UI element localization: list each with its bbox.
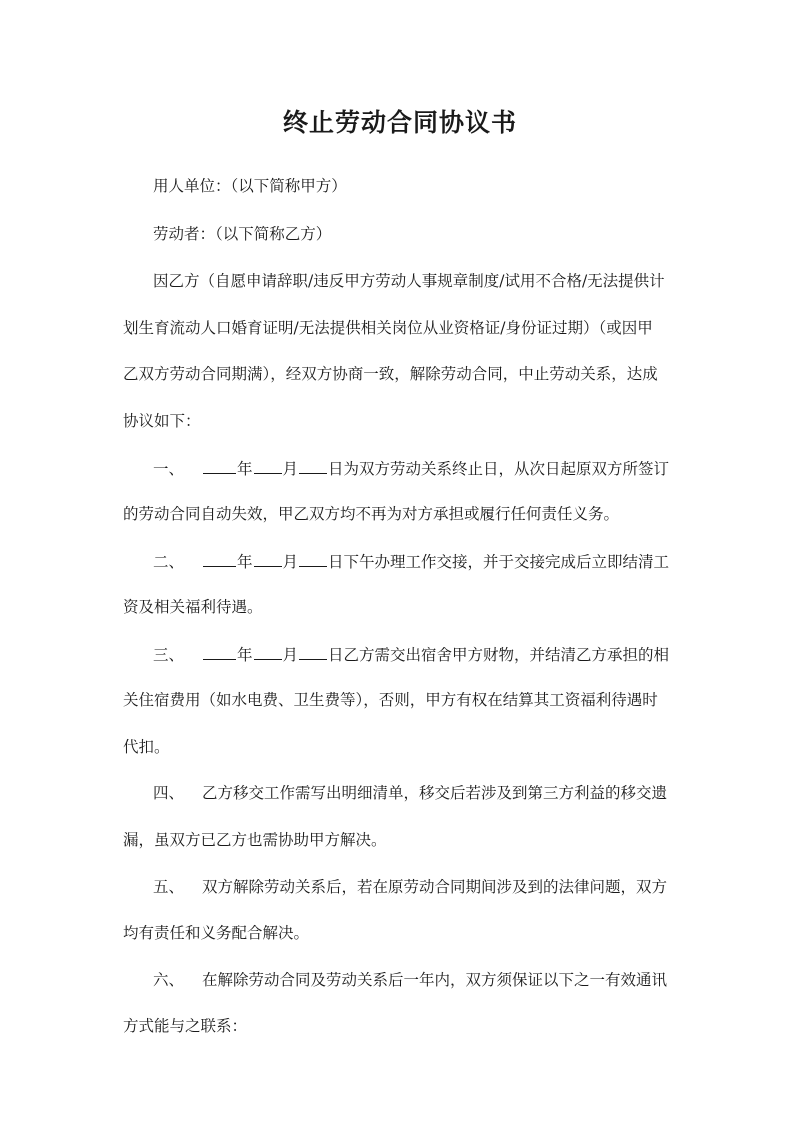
day-blank[interactable] bbox=[299, 642, 327, 660]
intro-line-4: 协议如下： bbox=[123, 412, 201, 430]
clause-1-line-2: 的劳动合同自动失效，甲乙双方均不再为对方承担或履行任何责任义务。 bbox=[123, 505, 620, 523]
clause-4-line-2: 漏，虽双方已乙方也需协助甲方解决。 bbox=[123, 831, 387, 849]
clause-3-number: 三、 bbox=[153, 646, 185, 664]
clause-3-line-1 bbox=[153, 642, 669, 667]
clause-2-line-1 bbox=[153, 549, 669, 574]
clause-4-number: 四、 bbox=[153, 784, 185, 802]
intro-line-1: 因乙方（自愿申请辞职/违反甲方劳动人事规章制度/试用不合格/无法提供计 bbox=[153, 272, 665, 290]
month-label: 月 bbox=[282, 553, 299, 571]
year-blank[interactable] bbox=[203, 456, 236, 474]
intro-line-3: 乙双方劳动合同期满），经双方协商一致，解除劳动合同，中止劳动关系，达成 bbox=[123, 365, 658, 383]
clause-2-line-2: 资及相关福利待遇。 bbox=[123, 598, 263, 616]
clause-3-line-2: 关住宿费用（如水电费、卫生费等），否则，甲方有权在结算其工资福利待遇时 bbox=[123, 691, 658, 709]
clause-2-text: 日下午办理工作交接，并于交接完成后立即结清工 bbox=[328, 553, 670, 571]
month-blank[interactable] bbox=[254, 642, 282, 660]
clause-1-line-1 bbox=[153, 456, 669, 481]
clause-3-line-3: 代扣。 bbox=[123, 738, 170, 756]
month-blank[interactable] bbox=[254, 456, 282, 474]
clause-6-number: 六、 bbox=[153, 971, 185, 989]
clause-5-number: 五、 bbox=[153, 878, 185, 896]
clause-5-line-2: 均有责任和义务配合解决。 bbox=[123, 924, 310, 942]
document-title: 终止劳动合同协议书 bbox=[282, 108, 517, 137]
year-label: 年 bbox=[237, 553, 253, 571]
employee-line: 劳动者：（以下简称乙方） bbox=[153, 225, 332, 243]
day-blank[interactable] bbox=[299, 549, 327, 567]
clause-1-text: 日为双方劳动关系终止日，从次日起原双方所签订 bbox=[328, 460, 670, 478]
month-blank[interactable] bbox=[254, 549, 282, 567]
clause-5-text: 双方解除劳动关系后，若在原劳动合同期间涉及到的法律问题，双方 bbox=[202, 878, 668, 896]
year-label: 年 bbox=[237, 460, 253, 478]
clause-5-line-1 bbox=[153, 875, 667, 899]
clause-6-line-1 bbox=[153, 968, 667, 992]
clause-2-number: 二、 bbox=[153, 553, 185, 571]
clause-3-text: 日乙方需交出宿舍甲方财物，并结清乙方承担的相 bbox=[328, 646, 670, 664]
clause-6-text: 在解除劳动合同及劳动关系后一年内，双方须保证以下之一有效通讯 bbox=[202, 971, 668, 989]
year-label: 年 bbox=[237, 646, 253, 664]
month-label: 月 bbox=[282, 646, 299, 664]
month-label: 月 bbox=[282, 460, 299, 478]
clause-1-number: 一、 bbox=[153, 460, 185, 478]
intro-line-2: 划生育流动人口婚育证明/无法提供相关岗位从业资格证/身份证过期）（或因甲 bbox=[123, 319, 653, 337]
clause-4-line-1 bbox=[153, 781, 667, 805]
employer-line: 用人单位：（以下简称甲方） bbox=[153, 177, 347, 195]
clause-4-text: 乙方移交工作需写出明细清单，移交后若涉及到第三方利益的移交遗 bbox=[202, 784, 668, 802]
year-blank[interactable] bbox=[203, 549, 236, 567]
day-blank[interactable] bbox=[299, 456, 327, 474]
year-blank[interactable] bbox=[203, 642, 236, 660]
clause-6-line-2: 方式能与之联系： bbox=[123, 1017, 248, 1035]
